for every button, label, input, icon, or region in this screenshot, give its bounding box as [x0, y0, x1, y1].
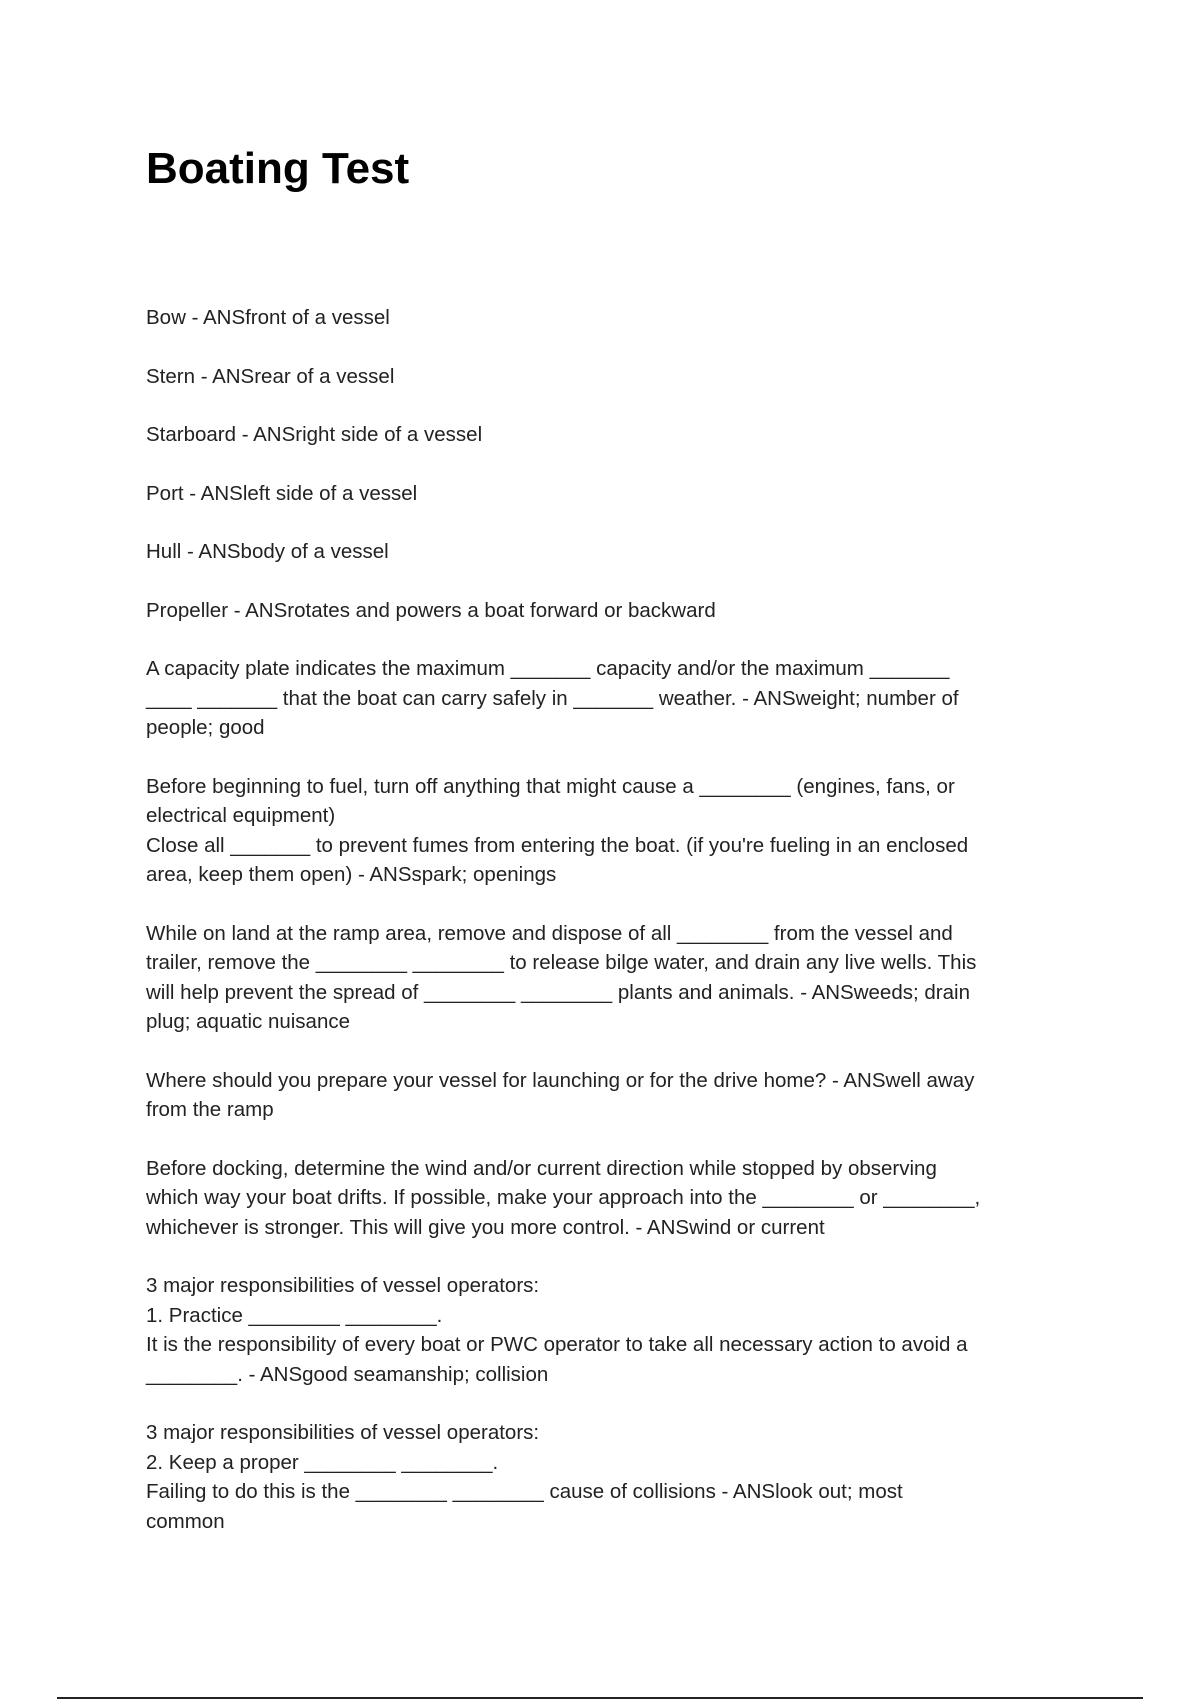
entry-line: which way your boat drifts. If possible, make your approach into the ________ or ________, — [146, 1186, 981, 1209]
qa-entry — [146, 1418, 1046, 1536]
qa-entry — [146, 303, 1046, 333]
footer-rule — [57, 1697, 1143, 1699]
entry-line: common — [146, 1509, 225, 1533]
entry-line: It is the responsibility of every boat or PWC operator to take all necessary action to avoid a — [146, 1333, 968, 1356]
entry-line: Starboard - ANSright side of a vessel — [146, 423, 483, 446]
entry-line: 3 major responsibilities of vessel operators: — [146, 1274, 540, 1297]
entry-line: from the ramp — [146, 1098, 274, 1121]
page-title: Boating Test — [146, 144, 410, 193]
entry-line: A capacity plate indicates the maximum _______ capacity and/or the maximum _______ — [146, 657, 950, 680]
entry-line: Where should you prepare your vessel for launching or for the drive home? - ANSwell away — [146, 1068, 975, 1092]
qa-entry — [146, 919, 1046, 1037]
entry-line: 3 major responsibilities of vessel operators: — [146, 1421, 540, 1444]
entry-line: whichever is stronger. This will give you more control. - ANSwind or current — [146, 1215, 825, 1239]
entry-line: trailer, remove the ________ ________ to release bilge water, and drain any live wells. This — [146, 951, 977, 974]
entry-line: While on land at the ramp area, remove and dispose of all ________ from the vessel and — [146, 921, 953, 945]
entry-line: Before docking, determine the wind and/or current direction while stopped by observing — [146, 1156, 937, 1180]
qa-entry — [146, 772, 1046, 890]
qa-entry — [146, 362, 1046, 392]
entry-line: 2. Keep a proper ________ ________. — [146, 1450, 499, 1474]
entry-line: Hull - ANSbody of a vessel — [146, 540, 389, 563]
entry-line: will help prevent the spread of ________ ________ plants and animals. - ANSweeds; drain — [146, 980, 970, 1004]
qa-entry — [146, 654, 1046, 743]
qa-entry — [146, 479, 1046, 509]
entry-line: Port - ANSleft side of a vessel — [146, 481, 418, 505]
entry-line: people; good — [146, 716, 265, 739]
qa-entry — [146, 1066, 1046, 1125]
entry-line: Close all _______ to prevent fumes from entering the boat. (if you're fueling in an enclosed — [146, 833, 969, 857]
entry-line: area, keep them open) - ANSspark; openings — [146, 863, 557, 886]
qa-entry — [146, 537, 1046, 567]
entry-line: electrical equipment) — [146, 804, 336, 827]
entry-line: Propeller - ANSrotates and powers a boat forward or backward — [146, 598, 716, 622]
entry-line: ________. - ANSgood seamanship; collision — [146, 1362, 549, 1386]
entry-line: Stern - ANSrear of a vessel — [146, 364, 395, 388]
entry-line: Failing to do this is the ________ ________ cause of collisions - ANSlook out; most — [146, 1480, 903, 1503]
entry-line: 1. Practice ________ ________. — [146, 1303, 443, 1327]
qa-entry — [146, 1154, 1046, 1243]
qa-entry — [146, 596, 1046, 626]
entry-line: plug; aquatic nuisance — [146, 1010, 351, 1033]
entry-line: ____ _______ that the boat can carry safely in _______ weather. - ANSweight; number of — [146, 686, 959, 710]
entry-list — [146, 303, 1046, 1565]
qa-entry — [146, 420, 1046, 450]
qa-entry — [146, 1271, 1046, 1389]
entry-line: Bow - ANSfront of a vessel — [146, 306, 390, 329]
entry-line: Before beginning to fuel, turn off anything that might cause a ________ (engines, fans, or — [146, 774, 955, 798]
